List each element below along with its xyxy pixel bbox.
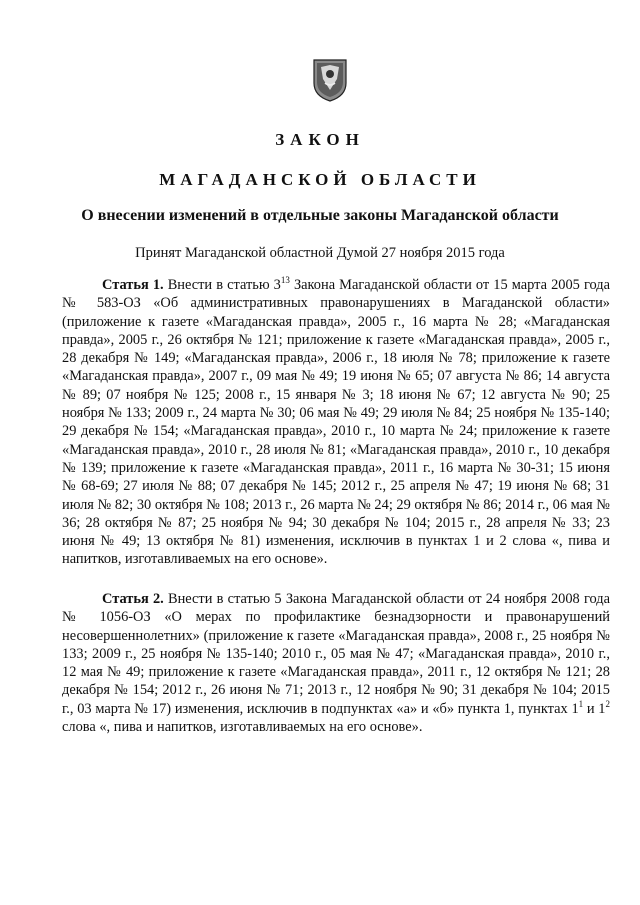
article-2-superscript-1: 1 [578, 698, 584, 709]
document-title: О внесении изменений в отдельные законы Магаданской области [81, 207, 559, 224]
article-1-text-b: Закона Магаданской области от 15 марта 2005 года № 583-ОЗ «Об административных правонарушениях в Магаданской области» (приложение к газете «Магаданская правда», 2005 г., 16 марта № 28; «Магаданская правда», 2005 г., 26 октября № 121; приложение к газете «Магаданская правда», 2005 г., 28 декабря № 149; «Магаданская правда», 2006 г., 18 июля № 78; приложение к газете «Магаданская правда», 2007 г., 09 мая № 49; 19 июня № 65; 07 августа № 86; 14 августа № 89; 07 ноября № 125; 2008 г., 15 января № 3; 18 июня № 67; 12 августа № 90; 25 ноября № 133; 2009 г., 24 марта № 30; 06 мая № 49; 29 июля № 84; 25 ноября № 135-140; 29 декабря № 154; «Магаданская правда», 2010 г., 10 марта № 24; приложение к газете «Магаданская правда», 2010 г., 28 июля № 81; «Магаданская правда», 2010 г., 10 декабря № 139; приложение к газете «Магаданская правда», 2011 г., 16 марта № 30-31; 15 июня № 68-69; 27 июля № 88; 07 декабря № 145; 2012 г., 25 апреля № 47; 19 июня № 68; 31 июля № 82; 30 октября № 108; 2013 г., 26 марта № 24; 29 октября № 86; 2014 г., 06 мая № 36; 28 октября № 87; 25 ноября № 94; 30 декабря № 104; 2015 г., 28 апреля № 33; 23 июня № 49; 13 октября № 81) изменения, исключив в пунктах 1 и 2 слова «, пива и напитков, изготавливаемых на его основе». [62, 277, 610, 568]
article-1-superscript: 13 [280, 275, 290, 286]
article-1 [62, 276, 610, 569]
article-2-superscript-2: 2 [605, 698, 611, 709]
coat-of-arms-emblem [311, 57, 349, 103]
article-1-text-a: Внести в статью 3 [163, 277, 281, 293]
law-heading: ЗАКОН [275, 130, 365, 149]
adoption-line: Принят Магаданской областной Думой 27 ноября 2015 года [135, 245, 505, 261]
article-2-text-c: слова «, пива и напитков, изготавливаемых на его основе». [62, 719, 423, 736]
article-1-label: Статья 1. [102, 277, 164, 293]
article-2-text-a: Внести в статью 5 Закона Магаданской области от 24 ноября 2008 года № 1056-ОЗ «О мерах по профилактике безнадзорности и правонарушений несовершеннолетних» (приложение к газете «Магаданская правда», 2008 г., 25 ноября № 133; 2009 г., 25 ноября № 135-140; 2010 г., 05 мая № 47; «Магаданская правда», 2010 г., 12 мая № 49; приложение к газете «Магаданская правда», 2011 г., 12 октября № 121; 28 декабря № 154; 2012 г., 26 июня № 71; 2013 г., 12 ноября № 90; 31 декабря № 104; 2015 г., 03 марта № 17) изменения, исключив в подпунктах «а» и «б» пункта 1, пунктах 1 [62, 591, 610, 717]
region-heading: МАГАДАНСКОЙ ОБЛАСТИ [159, 170, 481, 189]
article-2-label: Статья 2. [102, 591, 164, 607]
article-2-text-b: и 1 [583, 700, 606, 717]
article-2 [62, 590, 610, 736]
